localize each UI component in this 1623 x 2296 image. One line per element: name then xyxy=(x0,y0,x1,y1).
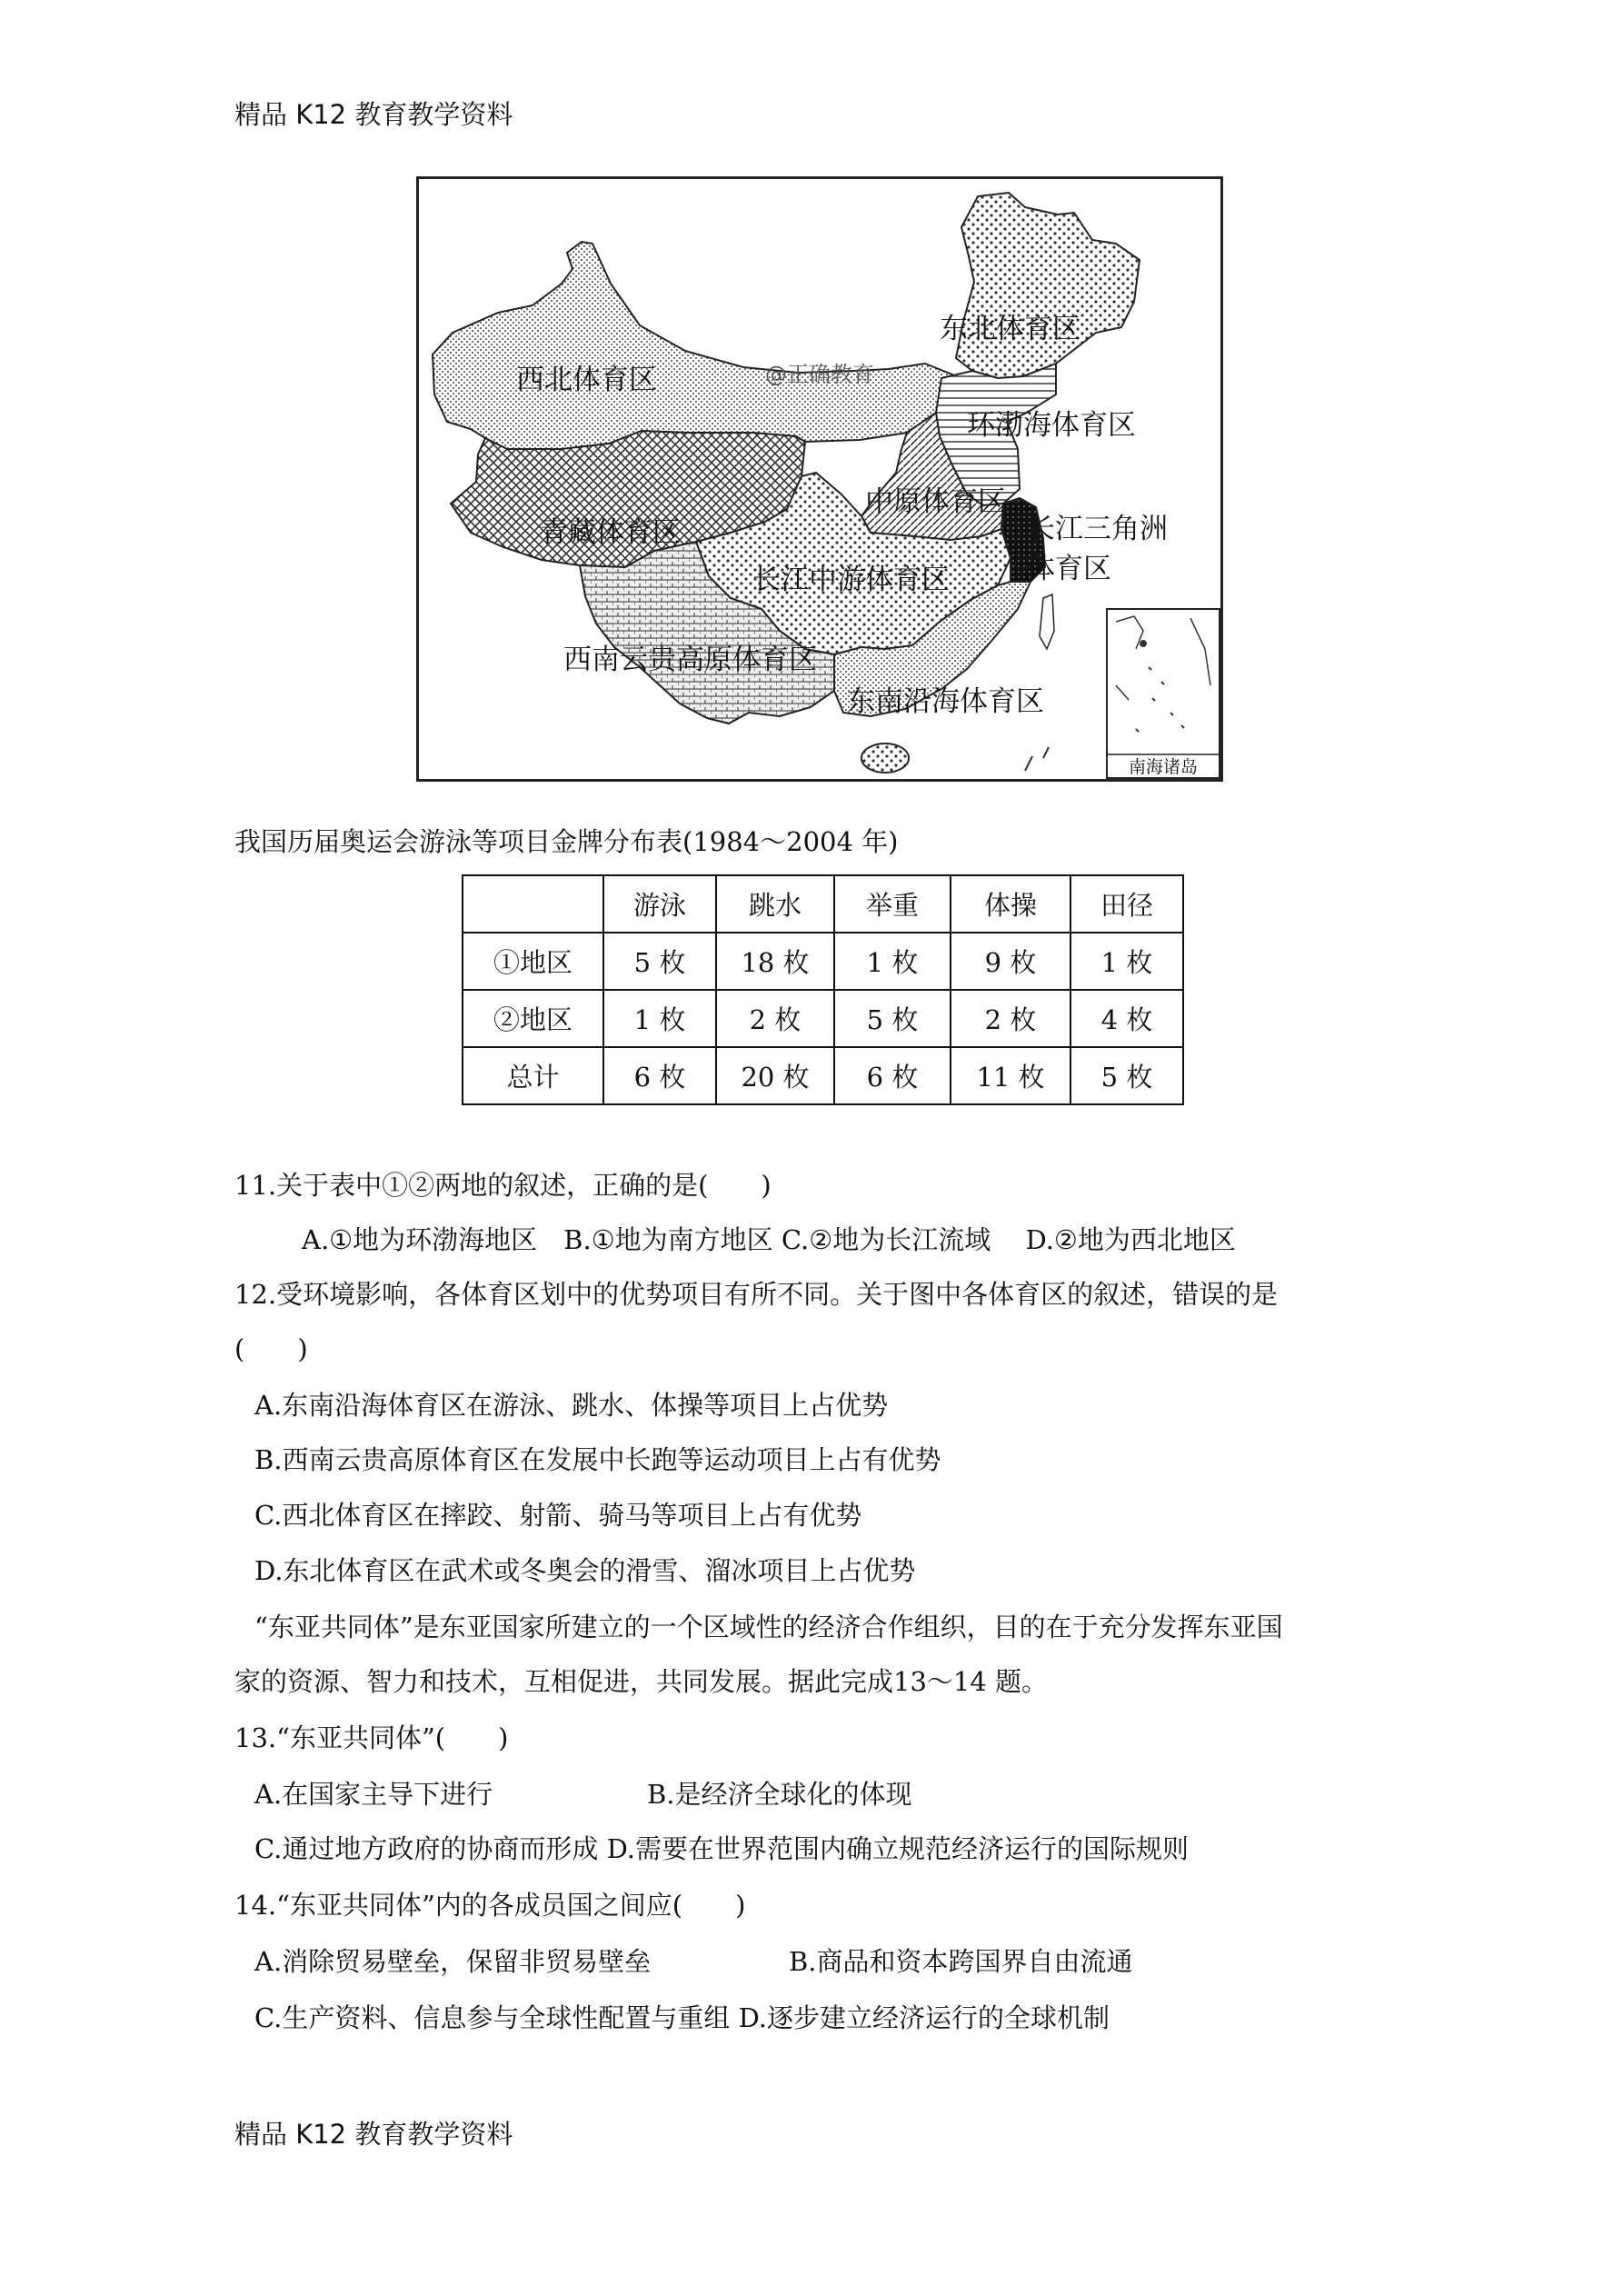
label-bohai: 环渤海体育区 xyxy=(967,409,1136,442)
q13-option-cd: C.通过地方政府的协商而形成 D.需要在世界范围内确立规范经济运行的国际规则 xyxy=(254,1833,1190,1864)
table-row xyxy=(463,933,1183,990)
page-footer: 精品 K12 教育教学资料 xyxy=(234,2119,513,2150)
q12-stem-line1: 12.受环境影响，各体育区划中的优势项目有所不同。关于图中各体育区的叙述，错误的是 xyxy=(234,1279,1279,1310)
table-cell: 1 枚 xyxy=(603,990,716,1047)
table-row xyxy=(463,990,1183,1047)
q13-stem: 13.“东亚共同体”( ) xyxy=(234,1722,509,1753)
q14-option-a: A.消除贸易壁垒，保留非贸易壁垒 xyxy=(254,1946,652,1977)
label-changjiang-delta-2: 体育区 xyxy=(1027,553,1111,585)
q12-stem-line2: ( ) xyxy=(234,1333,308,1364)
table-cell: 1 枚 xyxy=(1070,933,1183,990)
table-cell: 6 枚 xyxy=(834,1047,951,1104)
table-cell: 5 枚 xyxy=(834,990,951,1047)
table-cell: 9 枚 xyxy=(951,933,1070,990)
intro-line2: 家的资源、智力和技术，互相促进，共同发展。据此完成13～14 题。 xyxy=(234,1666,1049,1697)
china-sports-region-map xyxy=(416,176,1223,782)
table-cell: 1 枚 xyxy=(834,933,951,990)
table-cell: 4 枚 xyxy=(1070,990,1183,1047)
table-cell: 2 枚 xyxy=(951,990,1070,1047)
table-cell: 5 枚 xyxy=(1070,1047,1183,1104)
table-cell: 5 枚 xyxy=(603,933,716,990)
table-row xyxy=(463,1047,1183,1104)
q11-options: A.①地为环渤海地区 B.①地为南方地区 C.②地为长江流域 D.②地为西北地区 xyxy=(302,1224,1236,1255)
table-caption: 我国历届奥运会游泳等项目金牌分布表(1984～2004 年) xyxy=(234,826,899,857)
table-header-cell: 体操 xyxy=(951,875,1070,933)
label-changjiang-delta-1: 长江三角洲 xyxy=(1027,513,1168,545)
table-cell: 11 枚 xyxy=(951,1047,1070,1104)
label-qingzang: 青藏体育区 xyxy=(540,516,681,549)
q13-option-b: B.是经济全球化的体现 xyxy=(647,1779,912,1810)
q12-option-c: C.西北体育区在摔跤、射箭、骑马等项目上占有优势 xyxy=(254,1500,862,1531)
label-northwest: 西北体育区 xyxy=(516,364,657,396)
page-header: 精品 K12 教育教学资料 xyxy=(234,99,513,130)
table-header-cell: 举重 xyxy=(834,875,951,933)
watermark: @正确教育 xyxy=(765,362,874,387)
q12-option-b: B.西南云贵高原体育区在发展中长跑等运动项目上占有优势 xyxy=(254,1444,941,1475)
q14-stem: 14.“东亚共同体”内的各成员国之间应( ) xyxy=(234,1890,746,1921)
label-southwest: 西南云贵高原体育区 xyxy=(563,644,817,676)
table-header-cell: 跳水 xyxy=(716,875,834,933)
table-cell: 6 枚 xyxy=(603,1047,716,1104)
south-sea-islands-label: 南海诸岛 xyxy=(1128,757,1199,777)
label-zhongyuan: 中原体育区 xyxy=(865,485,1006,518)
table-header-cell: 田径 xyxy=(1070,875,1183,933)
table-cell: 20 枚 xyxy=(716,1047,834,1104)
table-cell: ②地区 xyxy=(463,990,603,1047)
table-cell: 2 枚 xyxy=(716,990,834,1047)
gold-medal-table xyxy=(462,874,1184,1105)
q11-stem: 11.关于表中①②两地的叙述，正确的是( ) xyxy=(234,1170,772,1201)
table-header-cell: 游泳 xyxy=(603,875,716,933)
table-cell: ①地区 xyxy=(463,933,603,990)
intro-line1: “东亚共同体”是东亚国家所建立的一个区域性的经济合作组织，目的在于充分发挥东亚国 xyxy=(254,1612,1283,1642)
table-cell: 18 枚 xyxy=(716,933,834,990)
q12-option-a: A.东南沿海体育区在游泳、跳水、体操等项目上占优势 xyxy=(254,1390,889,1421)
south-sea-inset xyxy=(1107,609,1220,778)
table-cell: 总计 xyxy=(463,1047,603,1104)
q12-option-d: D.东北体育区在武术或冬奥会的滑雪、溜冰项目上占优势 xyxy=(254,1555,916,1586)
q13-option-a: A.在国家主导下进行 xyxy=(254,1779,493,1810)
label-changjiang-mid: 长江中游体育区 xyxy=(752,564,950,596)
table-header-row xyxy=(463,875,1183,933)
table-header-cell xyxy=(463,875,603,933)
q14-option-cd: C.生产资料、信息参与全球性配置与重组 D.逐步建立经济运行的全球机制 xyxy=(254,2002,1110,2033)
label-southeast: 东南沿海体育区 xyxy=(847,685,1044,718)
q14-option-b: B.商品和资本跨国界自由流通 xyxy=(789,1946,1133,1977)
label-northeast: 东北体育区 xyxy=(940,313,1080,345)
